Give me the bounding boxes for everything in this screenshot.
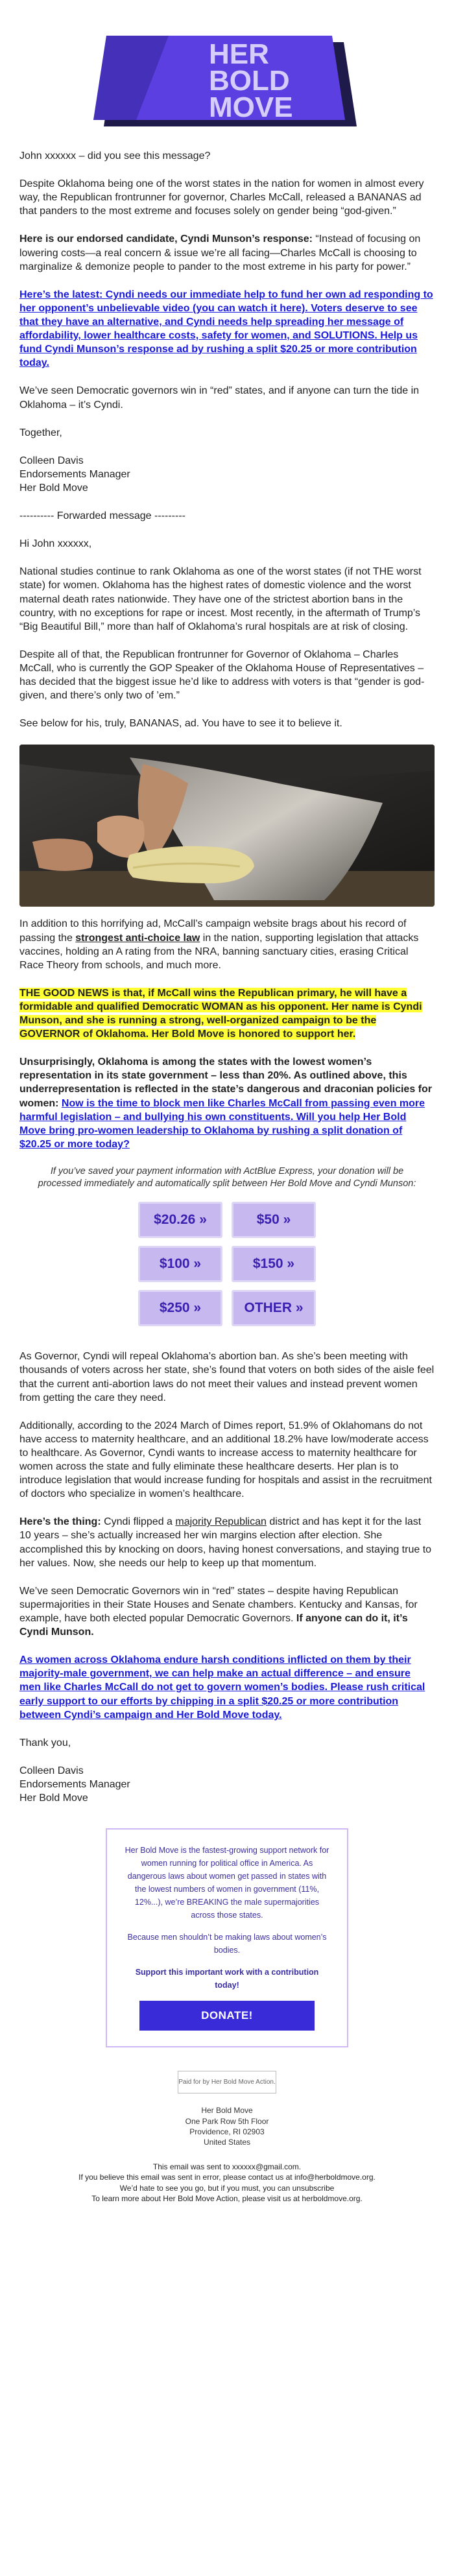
donate-100-button[interactable]: $100 » xyxy=(138,1246,222,1282)
about-text: Her Bold Move is the fastest-growing support network for women running for political office in America. As dangerous laws about women get passed in states with the lowest numbers of women in government (11%, 12%...), we’re BREAKING the male supermajorities across those states. xyxy=(125,1846,329,1920)
governors-text: We’ve seen Democratic Governors win in “red” states – despite having Republican supermajorities in their State Houses and Senate chambers. Kentucky and Kansas, for example, have both elected popular Democratic Governors. xyxy=(19,1585,418,1625)
actblue-note: If you’ve saved your payment information with ActBlue Express, your donation will be processed immediately and automatically split between Her Bold Move and Cyndi Munson: xyxy=(38,1166,416,1189)
donate-250-button[interactable]: $250 » xyxy=(138,1290,222,1326)
sent-to-note: This email was sent to xxxxxx@gmail.com. xyxy=(152,2162,302,2172)
donate-150-button[interactable]: $150 » xyxy=(232,1246,316,1282)
abortion-ban-paragraph: As Governor, Cyndi will repeal Oklahoma’s abortion ban. As she’s been meeting with thousands of voters across her state, she’s found that voters on both sides of the aisle feel that the current anti-abortion laws do not meet their values and instead prevent women from getting the care they need. xyxy=(19,1351,435,1403)
her-bold-move-logo[interactable] xyxy=(19,0,435,149)
logo-line-1: HER xyxy=(209,38,269,70)
about-box xyxy=(106,1828,348,2047)
cyndi-can-do-it: If anyone can do it, it’s Cyndi Munson. xyxy=(19,1613,408,1638)
response-lead: Here is our endorsed candidate, Cyndi Munson’s response: xyxy=(19,233,313,245)
signature-title: Endorsements Manager xyxy=(19,468,130,480)
signature-org: Her Bold Move xyxy=(19,482,88,494)
good-news-highlight: THE GOOD NEWS is that, if McCall wins the Republican primary, he will have a formidable and qualified Democratic WOMAN as his opponent. Her name is Cyndi Munson, and she is running a strong, well-organized campaign to be the GOVERNOR of Oklahoma. Her Bold Move is honored to support her. xyxy=(19,987,422,1040)
unsubscribe-note[interactable]: We’d hate to see you go, but if you must, you can unsubscribe xyxy=(119,2183,335,2193)
address-line: Her Bold Move xyxy=(201,2106,253,2116)
forwarded-divider: ---------- Forwarded message --------- xyxy=(19,510,185,522)
heres-the-thing-paragraph xyxy=(19,1515,435,1569)
thanks: Thank you, xyxy=(19,1737,71,1748)
paid-for-disclaimer: Paid for by Her Bold Move Action. xyxy=(178,2071,276,2093)
about-tagline: Because men shouldn’t be making laws about women’s bodies. xyxy=(127,1933,327,1955)
democratic-governors-paragraph xyxy=(19,1584,435,1639)
donate-button[interactable]: DONATE! xyxy=(139,2001,315,2031)
signature-bottom xyxy=(19,1764,435,1805)
signature-name: Colleen Davis xyxy=(19,1765,84,1776)
mccall-paragraph: Despite all of that, the Republican frontrunner for Governor of Oklahoma – Charles McCall, who is currently the GOP Speaker of the Oklahoma House of Representatives – has decided that the biggest issue he’d like to address with voters is that “gender is god-given, and there’s only two of ’em.” xyxy=(19,649,425,702)
ad-video-thumbnail[interactable] xyxy=(19,745,435,907)
mailing-address xyxy=(19,2105,435,2147)
record-text-post: in the nation, supporting legislation that attacks vaccines, holding an A rating from the NRA, banning sanctuary cities, erasing Critical Race Theory from schools, and much more. xyxy=(19,932,419,971)
signature-title: Endorsements Manager xyxy=(19,1779,130,1791)
red-states-paragraph: We’ve seen Democratic governors win in “red” states, and if anyone can turn the tide in Oklahoma – it’s Cyndi. xyxy=(19,385,420,411)
address-line: Providence, RI 02903 xyxy=(189,2127,265,2136)
record-paragraph xyxy=(19,917,435,972)
response-paragraph xyxy=(19,232,435,273)
response-quote: “Instead of focusing on lowering costs—a real concern & issue we’re all facing—Charles McCall is choosing to marginalize & demonize people to pander to the most extreme in his party for power.” xyxy=(19,233,421,272)
greeting: Hi John xxxxxx, xyxy=(19,538,92,550)
majority-republican-text: majority Republican xyxy=(175,1516,267,1528)
closing: Together, xyxy=(19,427,62,438)
signature xyxy=(19,454,435,495)
maternity-paragraph: Additionally, according to the 2024 March of Dimes report, 51.9% of Oklahomans do not have access to maternity healthcare, and an additional 18.2% have low/moderate access to healthcare. As Governor, Cyndi wants to increase access to maternity healthcare for women across the state and fully eliminate these healthcare deserts. Her plan is to introduce legislation that would increase funding for hospitals and assist in the recruitment of doctors who specialize in women’s healthcare. xyxy=(19,1420,432,1500)
intro-paragraph: Despite Oklahoma being one of the worst states in the nation for women in almost every way, the Republican frontrunner for governor, Charles McCall, released a BANANAS ad that panders to the most extreme and focuses solely on gender being “god-given.” xyxy=(19,178,424,217)
oklahoma-stats-paragraph: National studies continue to rank Oklahoma as one of the worst states (if not THE worst state) for women. Oklahoma has the highest rates of domestic violence and the worst maternal death rates nationwide. They have one of the strictest abortion bans in the country, with no exceptions for rape or incest. Most recently, in the aftermath of Trump’s “Big Beautiful Bill,” more than half of Oklahoma’s rural hospitals are at risk of closing. xyxy=(19,566,422,632)
address-line: United States xyxy=(203,2137,251,2147)
donate-other-button[interactable]: OTHER » xyxy=(232,1290,316,1326)
representation-paragraph xyxy=(19,1055,435,1151)
email-footer-notes xyxy=(19,2162,435,2204)
early-support-link[interactable]: As women across Oklahoma endure harsh conditions inflicted on them by their majority-male government, we can help make an actual difference – and ensure men like Charles McCall do not get to govern women’s bodies. Please rush critical early support to our efforts by chipping in a split $20.25 or more contribution between Cyndi’s campaign and Her Bold Move today. xyxy=(19,1654,425,1721)
momentum-text: district and has kept it for the last 10 years – she’s actually increased her win margins election after election. She accomplished this by knocking on doors, having honest conversations, and staying true to her values. Now, she needs our help to keep up that momentum. xyxy=(19,1516,432,1569)
address-line: One Park Row 5th Floor xyxy=(185,2116,269,2126)
fund-ad-link[interactable]: Here’s the latest: Cyndi needs our immediate help to fund her own ad responding to her opponent’s unbelievable video (you can watch it here). Voters deserve to see that they have an alternative, and Cyndi needs help spreading her message of affordability, lower healthcare costs, safety for women, and SOLUTIONS. Help us fund Cyndi Munson’s response ad by rushing a split $20.25 or more contribution today. xyxy=(19,289,433,369)
error-contact-note[interactable]: If you believe this email was sent in error, please contact us at info@herboldmove.org. xyxy=(78,2173,376,2182)
donate-50-button[interactable]: $50 » xyxy=(232,1202,316,1238)
see-below-paragraph: See below for his, truly, BANANAS, ad. You have to see it to believe it. xyxy=(19,718,342,730)
intro-line: John xxxxxx – did you see this message? xyxy=(19,150,211,161)
signature-name: Colleen Davis xyxy=(19,455,84,466)
support-cta: Support this important work with a contribution today! xyxy=(135,1968,319,1990)
anti-choice-law-text: strongest anti-choice law xyxy=(75,932,200,944)
record-text-pre: In addition to this horrifying ad, McCall’s campaign website brags about his record of passing the xyxy=(19,918,407,944)
learn-more-note[interactable]: To learn more about Her Bold Move Action, please visit us at herboldmove.org. xyxy=(91,2193,363,2203)
heres-the-thing-lead: Here’s the thing: xyxy=(19,1516,101,1528)
split-donation-link[interactable]: Now is the time to block men like Charles McCall from passing even more harmful legislation – and bullying his own constituents. Will you help Her Bold Move bring pro-women leadership to Oklahoma by rushing a split donation of $20.25 or more today? xyxy=(19,1097,425,1150)
flipped-text: Cyndi flipped a xyxy=(101,1516,176,1528)
logo-line-2: BOLD xyxy=(209,65,290,97)
signature-org: Her Bold Move xyxy=(19,1793,88,1804)
donation-amounts xyxy=(19,1202,435,1326)
donate-20-button[interactable]: $20.26 » xyxy=(138,1202,222,1238)
representation-text: Unsurprisingly, Oklahoma is among the states with the lowest women’s representation in its state government – less than 20%. As outlined above, this underrepresentation is reflected in the state’s dangerous and draconian policies for women: xyxy=(19,1056,432,1109)
logo-line-3: MOVE xyxy=(209,91,293,123)
